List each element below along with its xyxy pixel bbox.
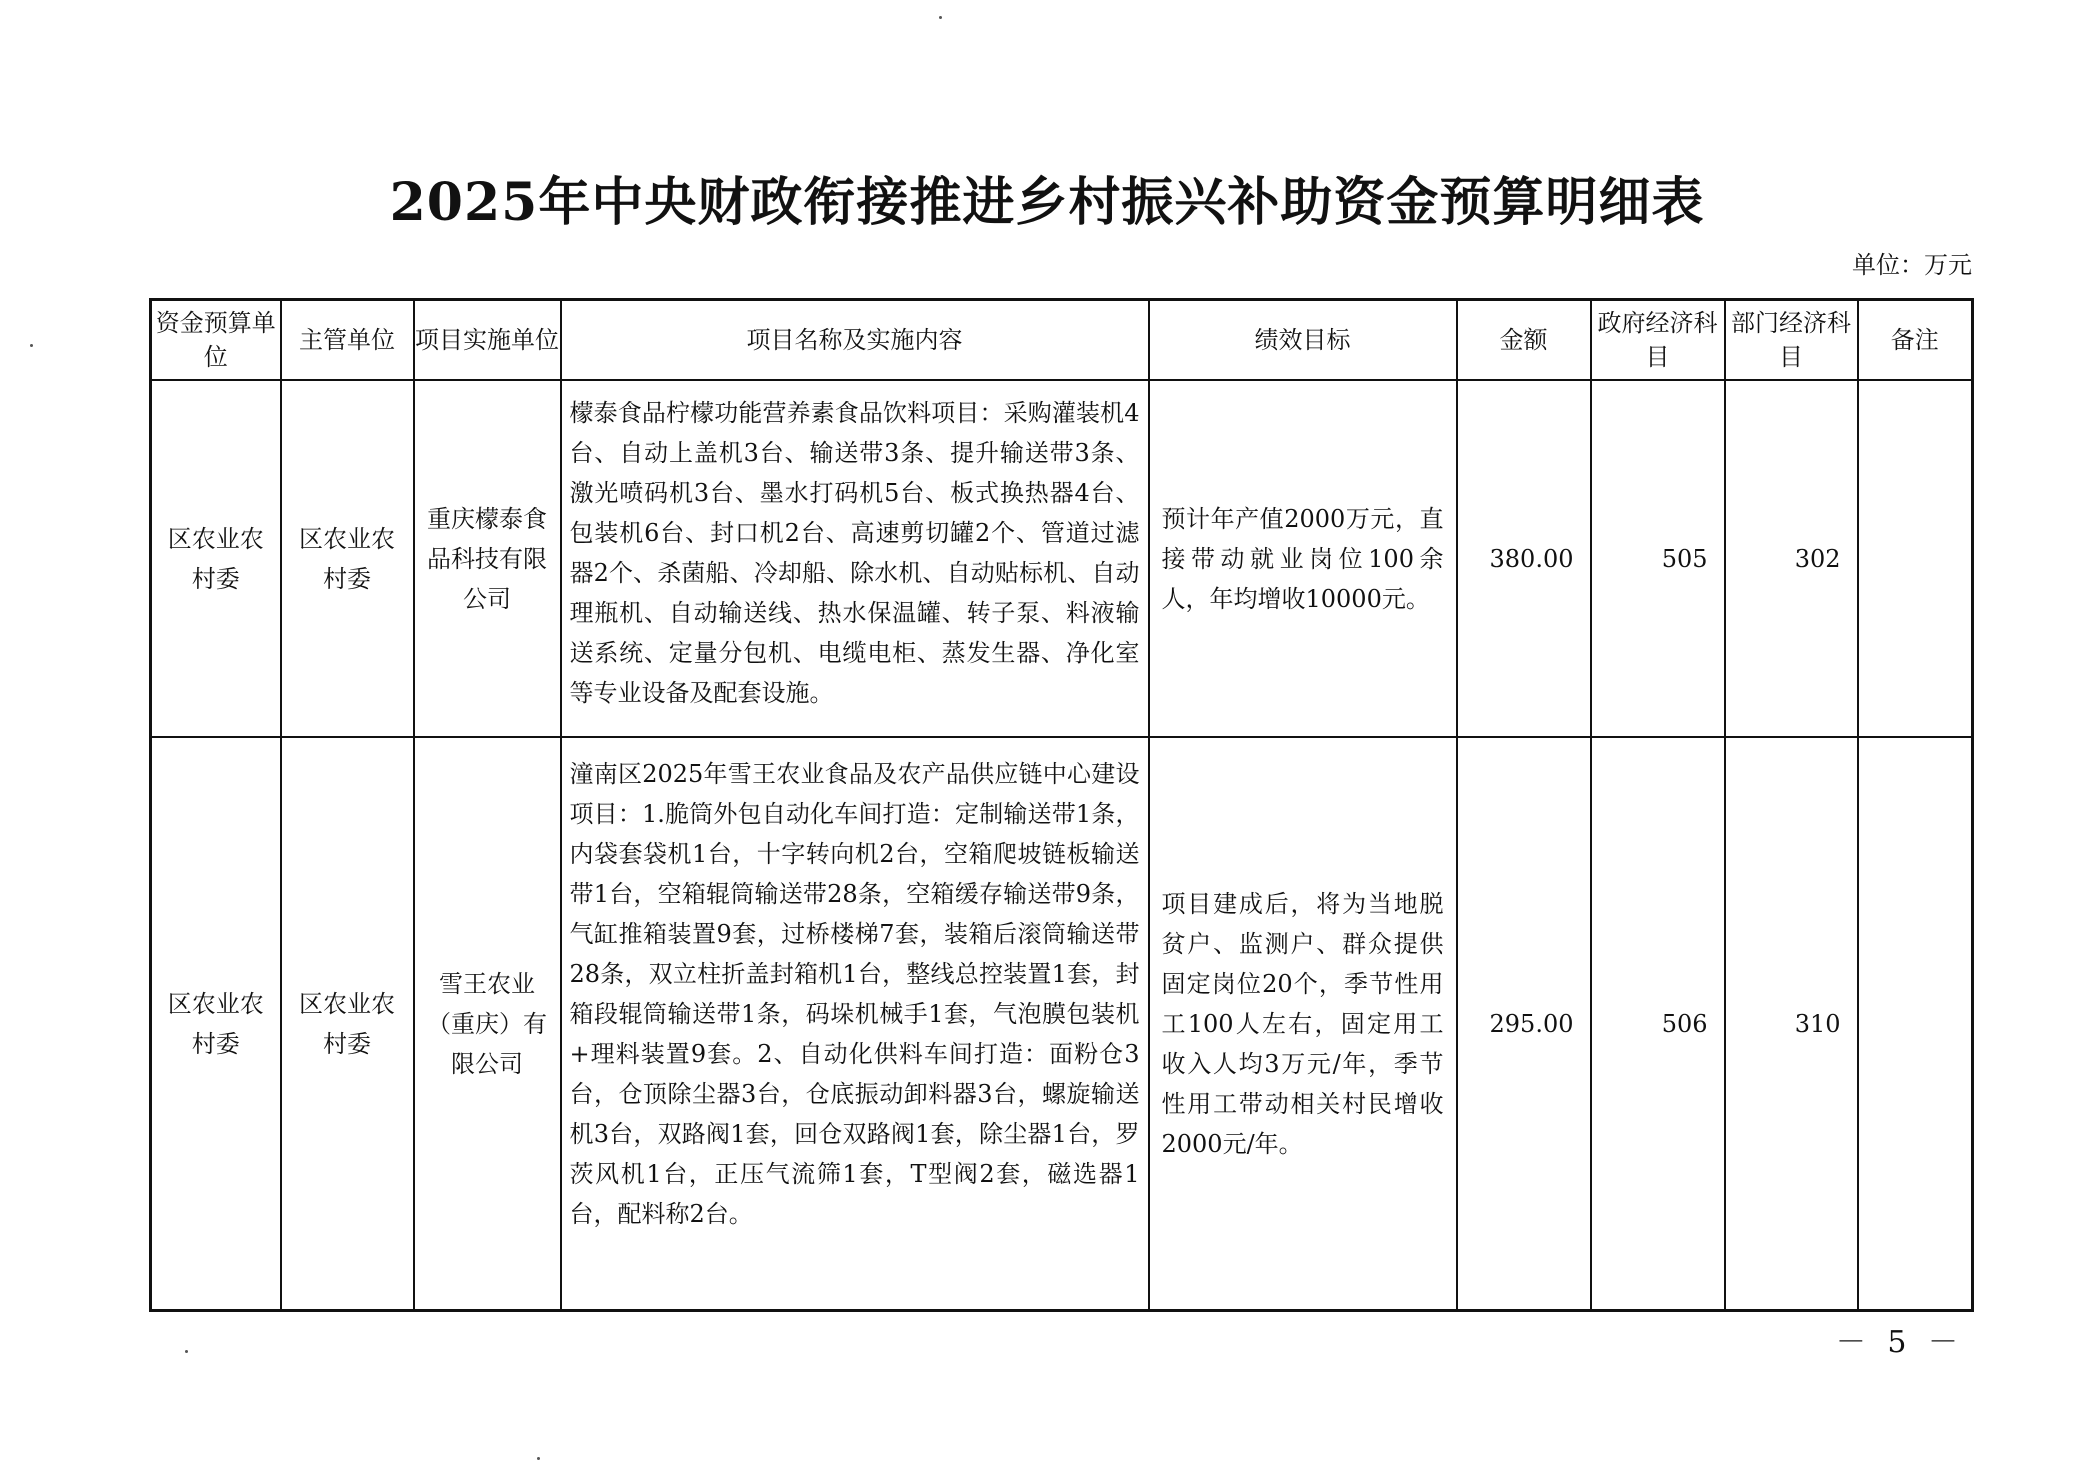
- header-goal: 绩效目标: [1149, 300, 1457, 381]
- cell-goal: 项目建成后，将为当地脱贫户、监测户、群众提供固定岗位20个，季节性用工100人左右，固定用工收入人均3万元/年，季节性用工带动相关村民增收2000元/年。: [1149, 737, 1457, 1311]
- header-gov-code: 政府经济科目: [1591, 300, 1725, 381]
- cell-remark: [1858, 380, 1973, 737]
- page-number: － 5 －: [1835, 1325, 1964, 1360]
- cell-content: 檬泰食品柠檬功能营养素食品饮料项目：采购灌装机4台、自动上盖机3台、输送带3条、提升输送带3条、激光喷码机3台、墨水打码机5台、板式换热器4台、包装机6台、封口机2台、高速剪切罐2个、管道过滤器2个、杀菌船、冷却船、除水机、自动贴标机、自动理瓶机、自动输送线、热水保温罐、转子泵、料液输送系统、定量分包机、电缆电柜、蒸发生器、净化室等专业设备及配套设施。: [561, 380, 1149, 737]
- header-amount: 金额: [1457, 300, 1591, 381]
- header-row: [151, 300, 1973, 381]
- header-remark: 备注: [1858, 300, 1973, 381]
- header-budget-unit: 资金预算单位: [151, 300, 281, 381]
- cell-gov-code: 506: [1591, 737, 1725, 1311]
- cell-budget-unit: 区农业农村委: [151, 737, 281, 1311]
- header-implementer: 项目实施单位: [414, 300, 561, 381]
- cell-dept-code: 302: [1725, 380, 1858, 737]
- scan-speck: [185, 1350, 188, 1353]
- cell-amount: 295.00: [1457, 737, 1591, 1311]
- cell-amount: 380.00: [1457, 380, 1591, 737]
- cell-dept-code: 310: [1725, 737, 1858, 1311]
- scan-speck: [537, 1457, 540, 1460]
- cell-supervisor: 区农业农村委: [281, 380, 414, 737]
- cell-remark: [1858, 737, 1973, 1311]
- cell-content: 潼南区2025年雪王农业食品及农产品供应链中心建设项目：1.脆筒外包自动化车间打造：定制输送带1条，内袋套袋机1台，十字转向机2台，空箱爬坡链板输送带1台，空箱辊筒输送带28条，空箱缓存输送带9条，气缸推箱装置9套，过桥楼梯7套，装箱后滚筒输送带28条，双立柱折盖封箱机1台，整线总控装置1套，封箱段辊筒输送带1条，码垛机械手1套，气泡膜包装机+理料装置9套。2、自动化供料车间打造：面粉仓3台，仓顶除尘器3台，仓底振动卸料器3台，螺旋输送机3台，双路阀1套，回仓双路阀1套，除尘器1台，罗茨风机1台，正压气流筛1套，T型阀2套，磁选器1台，配料称2台。: [561, 737, 1149, 1311]
- header-content: 项目名称及实施内容: [561, 300, 1149, 381]
- cell-implementer: 雪王农业（重庆）有限公司: [414, 737, 561, 1311]
- budget-table: [149, 298, 1974, 1312]
- scan-speck: [30, 344, 33, 347]
- table-row: [151, 380, 1973, 737]
- page-title: 2025年中央财政衔接推进乡村振兴补助资金预算明细表: [389, 172, 1705, 233]
- scan-speck: [939, 16, 942, 19]
- cell-implementer: 重庆檬泰食品科技有限公司: [414, 380, 561, 737]
- table-row: [151, 737, 1973, 1311]
- cell-supervisor: 区农业农村委: [281, 737, 414, 1311]
- unit-label: 单位：万元: [1852, 251, 1972, 279]
- cell-gov-code: 505: [1591, 380, 1725, 737]
- cell-goal: 预计年产值2000万元，直接带动就业岗位100余人，年均增收10000元。: [1149, 380, 1457, 737]
- header-supervisor: 主管单位: [281, 300, 414, 381]
- cell-budget-unit: 区农业农村委: [151, 380, 281, 737]
- header-dept-code: 部门经济科目: [1725, 300, 1858, 381]
